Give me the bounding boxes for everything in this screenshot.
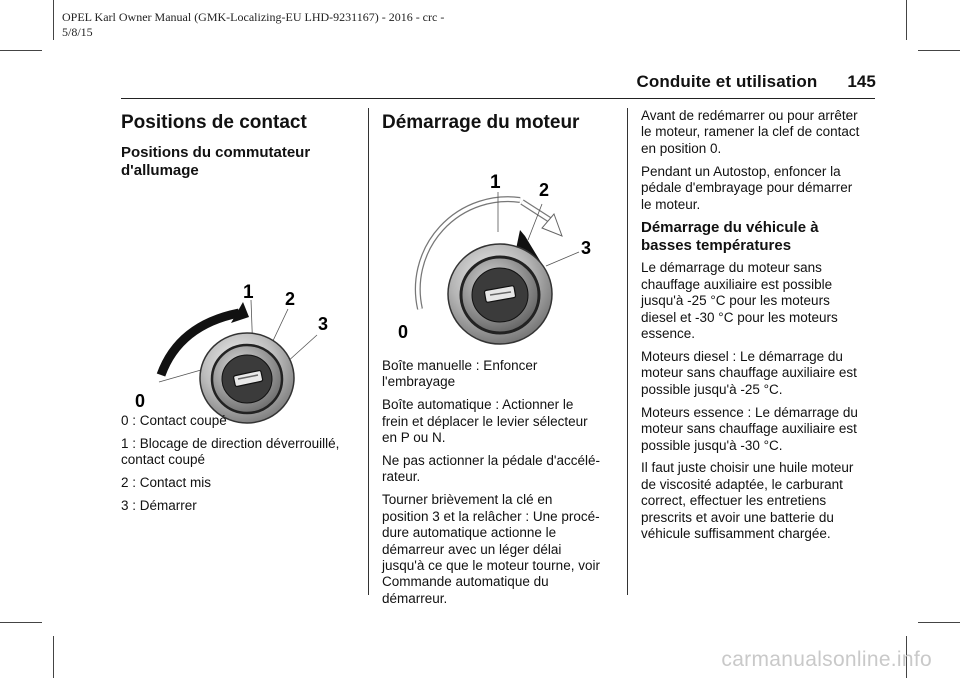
paragraph: Moteurs diesel : Le démarrage du moteur sans chauffage auxiliaire est possible jusqu'à -25 °C. <box>641 348 857 397</box>
crop-mark <box>906 0 907 40</box>
figure-label: 2 <box>285 289 296 309</box>
column-divider <box>627 108 628 595</box>
figure-label: 0 <box>398 322 409 342</box>
engine-start-figure <box>382 144 618 344</box>
ignition-positions-figure <box>121 185 357 411</box>
figure-label: 2 <box>539 180 550 200</box>
subsection-heading: Positions du commutateur d'allumage <box>121 144 311 179</box>
print-header-line-1: OPEL Karl Owner Manual (GMK-Localizing-EU LHD-9231167) - 2016 - crc - <box>62 10 445 24</box>
position-description: 1 : Blocage de direction déverrouillé, contact coupé <box>121 435 340 468</box>
position-description: 2 : Contact mis <box>121 475 212 491</box>
crop-mark <box>918 622 960 623</box>
column-1 <box>121 108 357 521</box>
figure-label: 1 <box>243 282 254 303</box>
crop-mark <box>918 50 960 51</box>
section-heading: Positions de contact <box>121 112 307 133</box>
paragraph: Avant de redémarrer ou pour arrêter le moteur, ramener la clef de contact en position 0. <box>641 108 860 156</box>
position-description: 3 : Démarrer <box>121 498 197 514</box>
column-3 <box>641 108 881 549</box>
figure-label: 1 <box>490 172 501 193</box>
figure-label: 3 <box>318 314 329 334</box>
section-heading: Démarrage du moteur <box>382 112 580 133</box>
paragraph: Moteurs essence : Le démarrage du moteur sans chauffage auxiliaire est possible jusqu'à -30 °C. <box>641 404 858 453</box>
figure-label: 3 <box>581 238 592 258</box>
column-2 <box>382 108 618 614</box>
section-title: Conduite et utilisation <box>636 72 818 91</box>
figure-label: 0 <box>135 391 146 411</box>
paragraph: Ne pas actionner la pédale d'accélé- rateur. <box>382 453 600 485</box>
crop-mark <box>53 0 54 40</box>
paragraph: Pendant un Autostop, enfoncer la pédale d'embrayage pour démarrer le moteur. <box>641 163 853 212</box>
column-divider <box>368 108 369 595</box>
crop-mark <box>0 50 42 51</box>
paragraph: Boîte automatique : Actionner le frein et déplacer le levier sélecteur en P ou N. <box>382 397 588 446</box>
watermark: carmanualsonline.info <box>721 648 932 671</box>
crop-mark <box>53 636 54 678</box>
paragraph: Tourner brièvement la clé en position 3 et la relâcher : Une procé- dure automatique actionne le démarreur avec un léger délai jusqu'à ce que le moteur tourne, voir Commande automatique du démarreur. <box>382 492 600 606</box>
page-number: 145 <box>847 72 876 91</box>
position-description: 0 : Contact coupé <box>121 413 227 428</box>
running-head <box>637 72 876 92</box>
print-header-line-2: 5/8/15 <box>62 25 93 39</box>
print-header <box>62 10 444 40</box>
paragraph: Le démarrage du moteur sans chauffage auxiliaire est possible jusqu'à -25 °C pour les moteurs diesel et -30 °C pour les moteurs essence. <box>641 260 838 342</box>
header-rule <box>121 98 875 99</box>
subsection-heading: Démarrage du véhicule à basses températures <box>641 219 819 254</box>
paragraph: Il faut juste choisir une huile moteur de viscosité adaptée, le carburant correct, effectuer les entretiens prescrits et avoir une batterie du véhicule suffisamment chargée. <box>641 460 854 542</box>
crop-mark <box>0 622 42 623</box>
paragraph: Boîte manuelle : Enfoncer l'embrayage <box>382 358 538 390</box>
